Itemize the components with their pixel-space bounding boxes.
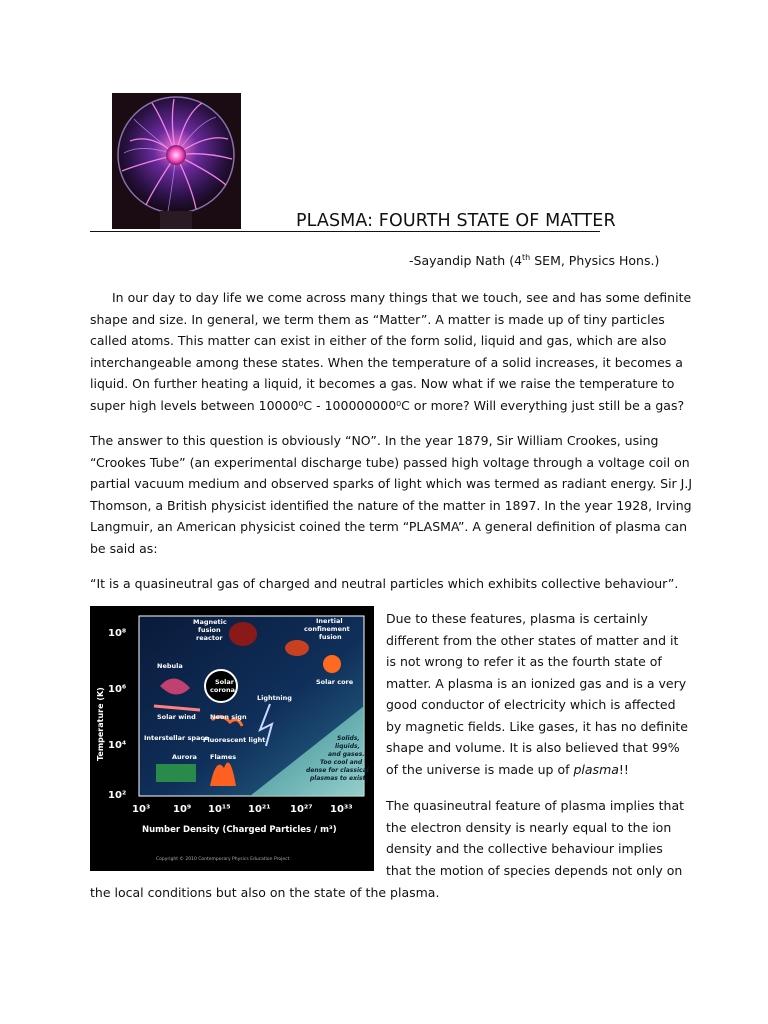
label-fluorescent: Fluorescent light	[203, 736, 266, 744]
text-line: Thomson, a British physicist identified the nature of the matter in 1897. In the year 1928, Irving	[90, 497, 692, 513]
x-tick-label: 10³	[132, 804, 151, 815]
label-fusion: fusion	[198, 626, 221, 634]
aurora-icon	[156, 764, 196, 782]
label-dense: dense for classical	[306, 767, 369, 774]
text-line: shape and size. In general, we term them as “Matter”. A matter is made up of tiny particles	[90, 311, 665, 327]
label-confinement: confinement	[304, 625, 350, 633]
paragraph-history	[90, 430, 693, 559]
italic-plasma: plasma	[573, 761, 619, 777]
definition-quote	[90, 573, 680, 595]
text-line-final: the local conditions but also on the state of the plasma.	[90, 885, 440, 900]
label-interstellar: Interstellar space	[144, 734, 209, 742]
label-lightning: Lightning	[257, 694, 292, 702]
label-inertial: Inertial	[316, 617, 343, 625]
x-axis-label: Number Density (Charged Particles / m³)	[142, 825, 337, 835]
label-liquids: liquids,	[335, 743, 360, 750]
text-line: “Crookes Tube” (an experimental discharge tube) passed high voltage through a voltage coil on	[90, 454, 690, 470]
x-tick-label: 10¹⁵	[208, 804, 231, 815]
text-line: different from the other states of matter and it	[386, 632, 679, 648]
text-line: “It is a quasineutral gas of charged and neutral particles which exhibits collective behaviour”.	[90, 576, 679, 591]
plasma-diagram	[90, 606, 374, 871]
x-tick-label: 10⁹	[173, 804, 192, 815]
x-tick-label: 10²⁷	[290, 804, 313, 815]
label-solar-core: Solar core	[316, 678, 354, 686]
plasma-ball-illustration	[112, 93, 241, 229]
text-line: by magnetic fields. Like gases, it has no definite	[386, 718, 688, 734]
x-tick-label: 10²¹	[248, 804, 271, 815]
text-line: The quasineutral feature of plasma implies that	[386, 798, 685, 813]
text-segment: of the universe is made up of	[386, 761, 574, 777]
author-sup: th	[522, 253, 531, 262]
label-too-cool: Too cool and	[320, 759, 363, 766]
text-line: shape and volume. It is also believed that 99%	[386, 740, 680, 755]
label-neon-sign: Neon sign	[210, 713, 247, 721]
text-line-last	[386, 759, 686, 781]
label-and-gases: and gases.	[328, 751, 365, 758]
author-suffix: SEM, Physics Hons.)	[530, 253, 660, 269]
author-prefix: -Sayandip Nath (4	[409, 253, 523, 269]
label-nebula: Nebula	[157, 662, 183, 670]
label-corona: corona	[210, 686, 236, 694]
text-line: that the motion of species depends not only on	[386, 862, 683, 878]
label-plasmas-exist: plasmas to exist.	[310, 775, 368, 782]
paragraph-intro	[90, 287, 692, 416]
label-aurora: Aurora	[172, 753, 197, 761]
y-tick-label: 10⁴	[108, 740, 127, 751]
text-line: be said as:	[90, 540, 158, 556]
text-line: Langmuir, an American physicist coined the term “PLASMA”. A general definition of plasma can	[90, 519, 688, 534]
y-tick-label: 10⁸	[108, 628, 127, 639]
plasma-diagram-svg	[90, 606, 374, 871]
text-line: good conductor of electricity which is affected	[386, 697, 676, 712]
x-tick-label: 10³³	[330, 804, 353, 815]
text-line: interchangeable among these states. When the temperature of a solid increases, it becomes a	[90, 354, 683, 370]
y-axis-label: Temperature (K)	[96, 687, 105, 761]
fusion-reactor-icon	[229, 622, 257, 646]
text-line: called atoms. This matter can exist in either of the form solid, liquid and gas, which are also	[90, 333, 667, 348]
y-tick-label: 10²	[108, 790, 127, 801]
text-line: In our day to day life we come across many things that we touch, see and has some definite	[112, 290, 692, 305]
text-line: Due to these features, plasma is certainly	[386, 611, 648, 626]
solar-core-icon	[323, 655, 341, 673]
figure-copyright: Copyright © 2010 Contemporary Physics Education Project	[156, 857, 290, 862]
text-line: super high levels between 10000⁰C - 100000000⁰C or more? Will everything just still be a gas?	[90, 397, 685, 413]
label-magnetic: Magnetic	[193, 618, 227, 626]
y-tick-label: 10⁶	[108, 684, 127, 695]
title-underline	[90, 231, 600, 232]
inertial-fusion-icon	[285, 640, 309, 656]
text-line: The answer to this question is obviously “NO”. In the year 1879, Sir William Crookes, using	[90, 433, 659, 448]
plasma-ball-image	[112, 93, 241, 229]
text-line: matter. A plasma is an ionized gas and is a very	[386, 675, 687, 691]
text-line: is not wrong to refer it as the fourth state of	[386, 654, 662, 669]
label-reactor: reactor	[196, 634, 223, 642]
label-solar-corona: Solar	[215, 678, 234, 686]
label-solids: Solids,	[337, 735, 360, 742]
text-line: the electron density is nearly equal to the ion	[386, 819, 672, 835]
label-flames: Flames	[210, 753, 237, 761]
text-line: density and the collective behaviour implies	[386, 841, 663, 856]
page-title: PLASMA: FOURTH STATE OF MATTER	[296, 211, 616, 231]
text-segment: !!	[618, 761, 629, 777]
label-solar-wind: Solar wind	[157, 713, 196, 721]
label-icf-fusion: fusion	[319, 633, 342, 641]
paragraph-fourth-state	[386, 608, 686, 780]
paragraph-quasineutral	[386, 795, 686, 881]
text-line: partial vacuum medium and observed sparks of light which was termed as radiant energy. Sir J.J	[90, 476, 693, 491]
text-line: liquid. On further heating a liquid, it becomes a gas. Now what if we raise the temperature to	[90, 376, 675, 391]
author-line	[409, 253, 659, 268]
